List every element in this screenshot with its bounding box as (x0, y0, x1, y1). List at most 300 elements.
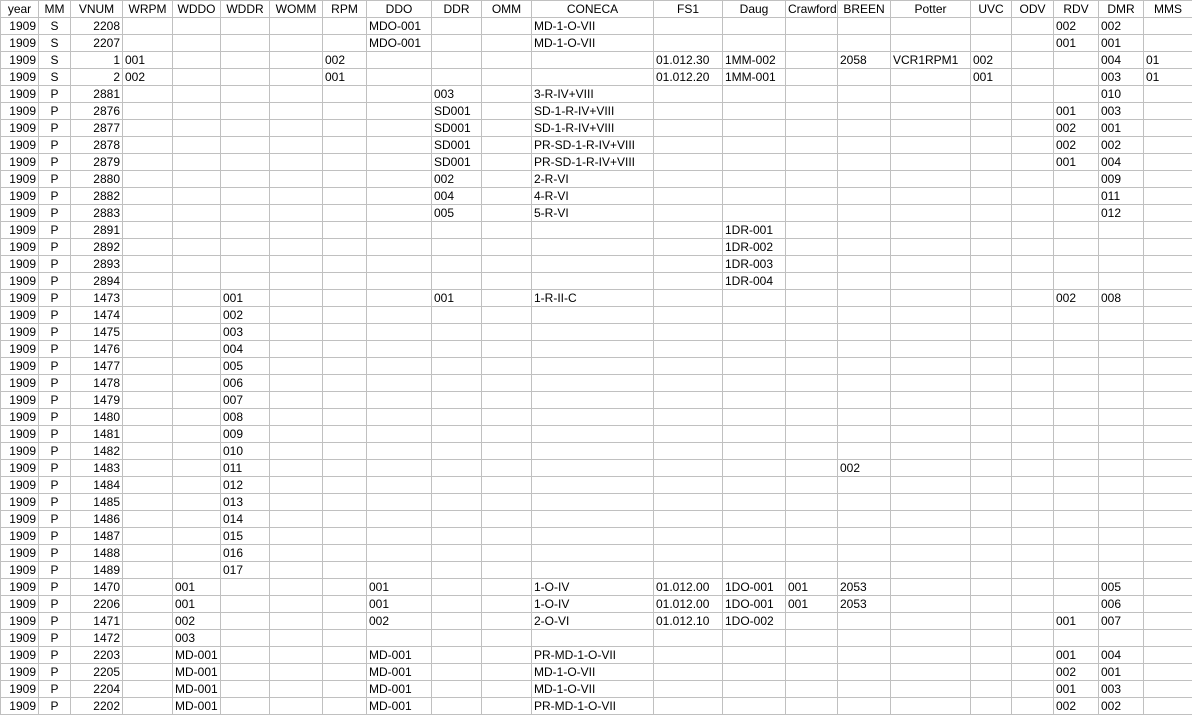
cell-coneca[interactable] (532, 375, 654, 392)
cell-year[interactable]: 1909 (1, 239, 39, 256)
cell-daug[interactable]: 1DR-003 (723, 256, 786, 273)
cell-uvc[interactable] (971, 137, 1012, 154)
cell-daug[interactable] (723, 630, 786, 647)
cell-fs1[interactable] (654, 256, 723, 273)
cell-vnum[interactable]: 2 (71, 69, 123, 86)
cell-breen[interactable] (838, 528, 891, 545)
cell-fs1[interactable] (654, 137, 723, 154)
cell-wrpm[interactable] (123, 290, 173, 307)
cell-rdv[interactable]: 001 (1054, 681, 1099, 698)
column-header-coneca[interactable]: CONECA (532, 1, 654, 18)
cell-fs1[interactable] (654, 341, 723, 358)
cell-fs1[interactable] (654, 528, 723, 545)
cell-womm[interactable] (270, 443, 323, 460)
cell-breen[interactable]: 2058 (838, 52, 891, 69)
cell-potter[interactable] (891, 375, 971, 392)
cell-potter[interactable] (891, 137, 971, 154)
cell-potter[interactable] (891, 562, 971, 579)
cell-mms[interactable] (1144, 103, 1192, 120)
cell-womm[interactable] (270, 86, 323, 103)
cell-uvc[interactable] (971, 426, 1012, 443)
cell-wddr[interactable]: 005 (221, 358, 270, 375)
cell-daug[interactable] (723, 681, 786, 698)
cell-year[interactable]: 1909 (1, 545, 39, 562)
cell-potter[interactable] (891, 596, 971, 613)
cell-wddr[interactable]: 009 (221, 426, 270, 443)
cell-dmr[interactable]: 008 (1099, 290, 1144, 307)
cell-vnum[interactable]: 2880 (71, 171, 123, 188)
cell-omm[interactable] (482, 358, 532, 375)
cell-vnum[interactable]: 2891 (71, 222, 123, 239)
cell-breen[interactable]: 2053 (838, 579, 891, 596)
cell-rpm[interactable] (323, 630, 367, 647)
cell-omm[interactable] (482, 222, 532, 239)
cell-year[interactable]: 1909 (1, 188, 39, 205)
cell-crawford[interactable] (786, 273, 838, 290)
cell-ddo[interactable]: MD-001 (367, 664, 432, 681)
cell-omm[interactable] (482, 562, 532, 579)
cell-crawford[interactable] (786, 681, 838, 698)
cell-wddr[interactable] (221, 171, 270, 188)
cell-ddr[interactable]: SD001 (432, 103, 482, 120)
cell-dmr[interactable]: 003 (1099, 103, 1144, 120)
cell-breen[interactable] (838, 307, 891, 324)
cell-year[interactable]: 1909 (1, 307, 39, 324)
cell-potter[interactable] (891, 222, 971, 239)
cell-wddr[interactable] (221, 698, 270, 715)
cell-wddr[interactable]: 004 (221, 341, 270, 358)
cell-ddo[interactable] (367, 562, 432, 579)
cell-breen[interactable] (838, 18, 891, 35)
cell-mm[interactable]: P (39, 103, 71, 120)
cell-ddo[interactable] (367, 460, 432, 477)
cell-rdv[interactable] (1054, 596, 1099, 613)
cell-rpm[interactable] (323, 392, 367, 409)
cell-dmr[interactable] (1099, 477, 1144, 494)
cell-vnum[interactable]: 1475 (71, 324, 123, 341)
cell-rdv[interactable] (1054, 358, 1099, 375)
column-header-wddr[interactable]: WDDR (221, 1, 270, 18)
cell-wddo[interactable] (173, 409, 221, 426)
cell-vnum[interactable]: 2207 (71, 35, 123, 52)
cell-odv[interactable] (1012, 69, 1054, 86)
cell-dmr[interactable] (1099, 630, 1144, 647)
cell-breen[interactable] (838, 120, 891, 137)
cell-year[interactable]: 1909 (1, 630, 39, 647)
cell-ddo[interactable] (367, 409, 432, 426)
cell-wddo[interactable] (173, 86, 221, 103)
cell-rpm[interactable] (323, 375, 367, 392)
cell-daug[interactable] (723, 443, 786, 460)
cell-uvc[interactable] (971, 392, 1012, 409)
cell-potter[interactable] (891, 511, 971, 528)
cell-coneca[interactable]: SD-1-R-IV+VIII (532, 120, 654, 137)
cell-odv[interactable] (1012, 103, 1054, 120)
cell-ddr[interactable] (432, 647, 482, 664)
column-header-daug[interactable]: Daug (723, 1, 786, 18)
cell-wddr[interactable] (221, 52, 270, 69)
cell-crawford[interactable] (786, 86, 838, 103)
cell-mm[interactable]: P (39, 613, 71, 630)
cell-rpm[interactable] (323, 664, 367, 681)
cell-rpm[interactable] (323, 188, 367, 205)
cell-mms[interactable] (1144, 290, 1192, 307)
cell-wddo[interactable]: 001 (173, 579, 221, 596)
cell-mm[interactable]: P (39, 698, 71, 715)
cell-wddr[interactable]: 014 (221, 511, 270, 528)
cell-fs1[interactable] (654, 698, 723, 715)
cell-wrpm[interactable] (123, 188, 173, 205)
cell-daug[interactable] (723, 528, 786, 545)
cell-dmr[interactable] (1099, 426, 1144, 443)
cell-uvc[interactable] (971, 545, 1012, 562)
cell-vnum[interactable]: 2894 (71, 273, 123, 290)
cell-coneca[interactable]: SD-1-R-IV+VIII (532, 103, 654, 120)
cell-year[interactable]: 1909 (1, 120, 39, 137)
cell-potter[interactable] (891, 188, 971, 205)
cell-daug[interactable] (723, 698, 786, 715)
cell-vnum[interactable]: 2892 (71, 239, 123, 256)
cell-uvc[interactable] (971, 494, 1012, 511)
cell-ddo[interactable] (367, 443, 432, 460)
cell-daug[interactable] (723, 460, 786, 477)
cell-rpm[interactable] (323, 477, 367, 494)
cell-wrpm[interactable] (123, 341, 173, 358)
cell-ddr[interactable] (432, 664, 482, 681)
cell-year[interactable]: 1909 (1, 222, 39, 239)
cell-mms[interactable] (1144, 579, 1192, 596)
cell-wddo[interactable] (173, 205, 221, 222)
cell-potter[interactable] (891, 205, 971, 222)
cell-omm[interactable] (482, 596, 532, 613)
cell-wddr[interactable]: 007 (221, 392, 270, 409)
cell-vnum[interactable]: 2208 (71, 18, 123, 35)
cell-odv[interactable] (1012, 409, 1054, 426)
cell-potter[interactable] (891, 273, 971, 290)
cell-wrpm[interactable] (123, 409, 173, 426)
cell-wddr[interactable] (221, 137, 270, 154)
cell-mm[interactable]: P (39, 409, 71, 426)
cell-ddr[interactable] (432, 426, 482, 443)
cell-omm[interactable] (482, 477, 532, 494)
cell-fs1[interactable] (654, 375, 723, 392)
cell-daug[interactable] (723, 375, 786, 392)
cell-mms[interactable] (1144, 324, 1192, 341)
cell-breen[interactable]: 2053 (838, 596, 891, 613)
cell-omm[interactable] (482, 239, 532, 256)
cell-mms[interactable] (1144, 188, 1192, 205)
cell-womm[interactable] (270, 409, 323, 426)
cell-crawford[interactable] (786, 341, 838, 358)
cell-wddo[interactable] (173, 392, 221, 409)
cell-ddo[interactable] (367, 137, 432, 154)
cell-odv[interactable] (1012, 511, 1054, 528)
cell-rpm[interactable] (323, 35, 367, 52)
cell-mms[interactable] (1144, 681, 1192, 698)
cell-odv[interactable] (1012, 222, 1054, 239)
cell-omm[interactable] (482, 35, 532, 52)
cell-ddr[interactable] (432, 630, 482, 647)
cell-year[interactable]: 1909 (1, 52, 39, 69)
cell-wrpm[interactable] (123, 35, 173, 52)
cell-rpm[interactable] (323, 307, 367, 324)
cell-fs1[interactable]: 01.012.20 (654, 69, 723, 86)
cell-crawford[interactable] (786, 120, 838, 137)
cell-ddr[interactable]: SD001 (432, 154, 482, 171)
cell-year[interactable]: 1909 (1, 426, 39, 443)
cell-rdv[interactable] (1054, 511, 1099, 528)
cell-crawford[interactable] (786, 494, 838, 511)
cell-mms[interactable] (1144, 426, 1192, 443)
cell-mms[interactable]: 01 (1144, 69, 1192, 86)
cell-mms[interactable] (1144, 494, 1192, 511)
column-header-breen[interactable]: BREEN (838, 1, 891, 18)
cell-uvc[interactable] (971, 630, 1012, 647)
cell-rpm[interactable] (323, 273, 367, 290)
cell-omm[interactable] (482, 630, 532, 647)
cell-coneca[interactable] (532, 222, 654, 239)
cell-odv[interactable] (1012, 341, 1054, 358)
cell-rpm[interactable] (323, 460, 367, 477)
cell-mm[interactable]: P (39, 358, 71, 375)
cell-crawford[interactable] (786, 69, 838, 86)
cell-potter[interactable] (891, 443, 971, 460)
cell-omm[interactable] (482, 647, 532, 664)
cell-wddr[interactable] (221, 664, 270, 681)
cell-rdv[interactable] (1054, 375, 1099, 392)
cell-womm[interactable] (270, 596, 323, 613)
cell-wrpm[interactable] (123, 528, 173, 545)
cell-potter[interactable] (891, 103, 971, 120)
cell-omm[interactable] (482, 341, 532, 358)
cell-ddr[interactable] (432, 460, 482, 477)
cell-daug[interactable] (723, 511, 786, 528)
cell-fs1[interactable] (654, 664, 723, 681)
cell-uvc[interactable] (971, 154, 1012, 171)
cell-breen[interactable] (838, 35, 891, 52)
cell-rpm[interactable] (323, 443, 367, 460)
cell-dmr[interactable]: 011 (1099, 188, 1144, 205)
cell-odv[interactable] (1012, 86, 1054, 103)
cell-vnum[interactable]: 2877 (71, 120, 123, 137)
cell-dmr[interactable]: 004 (1099, 647, 1144, 664)
cell-rpm[interactable] (323, 409, 367, 426)
cell-daug[interactable] (723, 120, 786, 137)
cell-breen[interactable] (838, 443, 891, 460)
cell-rdv[interactable]: 002 (1054, 290, 1099, 307)
cell-coneca[interactable] (532, 324, 654, 341)
cell-crawford[interactable] (786, 256, 838, 273)
cell-womm[interactable] (270, 222, 323, 239)
cell-rdv[interactable] (1054, 239, 1099, 256)
column-header-uvc[interactable]: UVC (971, 1, 1012, 18)
cell-mm[interactable]: P (39, 188, 71, 205)
cell-mm[interactable]: P (39, 681, 71, 698)
cell-ddo[interactable] (367, 154, 432, 171)
cell-breen[interactable] (838, 103, 891, 120)
cell-uvc[interactable] (971, 120, 1012, 137)
cell-womm[interactable] (270, 154, 323, 171)
cell-breen[interactable] (838, 256, 891, 273)
cell-ddo[interactable]: MD-001 (367, 698, 432, 715)
cell-potter[interactable] (891, 664, 971, 681)
cell-dmr[interactable]: 002 (1099, 18, 1144, 35)
cell-dmr[interactable]: 005 (1099, 579, 1144, 596)
cell-uvc[interactable] (971, 579, 1012, 596)
cell-mms[interactable] (1144, 222, 1192, 239)
cell-fs1[interactable]: 01.012.00 (654, 596, 723, 613)
cell-rpm[interactable] (323, 137, 367, 154)
cell-wrpm[interactable] (123, 239, 173, 256)
cell-breen[interactable] (838, 171, 891, 188)
cell-ddo[interactable] (367, 52, 432, 69)
column-header-dmr[interactable]: DMR (1099, 1, 1144, 18)
cell-mm[interactable]: P (39, 528, 71, 545)
cell-year[interactable]: 1909 (1, 171, 39, 188)
cell-uvc[interactable] (971, 698, 1012, 715)
cell-mms[interactable] (1144, 35, 1192, 52)
cell-year[interactable]: 1909 (1, 290, 39, 307)
cell-wrpm[interactable] (123, 426, 173, 443)
cell-wddr[interactable] (221, 69, 270, 86)
cell-mm[interactable]: P (39, 290, 71, 307)
cell-ddr[interactable] (432, 69, 482, 86)
cell-rpm[interactable] (323, 18, 367, 35)
cell-daug[interactable] (723, 562, 786, 579)
cell-odv[interactable] (1012, 273, 1054, 290)
cell-potter[interactable] (891, 494, 971, 511)
cell-mm[interactable]: P (39, 120, 71, 137)
cell-fs1[interactable] (654, 358, 723, 375)
cell-fs1[interactable] (654, 324, 723, 341)
cell-mm[interactable]: P (39, 205, 71, 222)
cell-breen[interactable] (838, 358, 891, 375)
cell-uvc[interactable] (971, 188, 1012, 205)
cell-coneca[interactable] (532, 239, 654, 256)
cell-wrpm[interactable] (123, 205, 173, 222)
cell-mm[interactable]: P (39, 562, 71, 579)
cell-odv[interactable] (1012, 477, 1054, 494)
cell-vnum[interactable]: 2878 (71, 137, 123, 154)
cell-odv[interactable] (1012, 545, 1054, 562)
cell-wrpm[interactable] (123, 256, 173, 273)
cell-wrpm[interactable] (123, 154, 173, 171)
cell-uvc[interactable] (971, 341, 1012, 358)
cell-mm[interactable]: P (39, 171, 71, 188)
cell-fs1[interactable] (654, 222, 723, 239)
cell-ddr[interactable]: 004 (432, 188, 482, 205)
cell-odv[interactable] (1012, 426, 1054, 443)
cell-womm[interactable] (270, 392, 323, 409)
cell-breen[interactable] (838, 188, 891, 205)
cell-ddr[interactable] (432, 579, 482, 596)
cell-coneca[interactable] (532, 511, 654, 528)
cell-rdv[interactable] (1054, 171, 1099, 188)
cell-odv[interactable] (1012, 307, 1054, 324)
cell-fs1[interactable] (654, 477, 723, 494)
cell-mm[interactable]: P (39, 511, 71, 528)
cell-uvc[interactable] (971, 528, 1012, 545)
cell-dmr[interactable] (1099, 545, 1144, 562)
cell-breen[interactable] (838, 511, 891, 528)
cell-wrpm[interactable] (123, 120, 173, 137)
cell-omm[interactable] (482, 256, 532, 273)
cell-odv[interactable] (1012, 239, 1054, 256)
cell-wrpm[interactable] (123, 647, 173, 664)
cell-wrpm[interactable] (123, 171, 173, 188)
cell-daug[interactable] (723, 35, 786, 52)
cell-wddo[interactable] (173, 52, 221, 69)
cell-crawford[interactable] (786, 647, 838, 664)
cell-ddr[interactable] (432, 307, 482, 324)
cell-wrpm[interactable] (123, 630, 173, 647)
cell-ddo[interactable] (367, 273, 432, 290)
cell-mms[interactable] (1144, 698, 1192, 715)
cell-ddo[interactable] (367, 392, 432, 409)
cell-year[interactable]: 1909 (1, 375, 39, 392)
cell-rpm[interactable] (323, 256, 367, 273)
cell-year[interactable]: 1909 (1, 205, 39, 222)
cell-rdv[interactable] (1054, 324, 1099, 341)
cell-ddr[interactable] (432, 528, 482, 545)
cell-odv[interactable] (1012, 137, 1054, 154)
cell-year[interactable]: 1909 (1, 681, 39, 698)
cell-dmr[interactable]: 010 (1099, 86, 1144, 103)
cell-coneca[interactable] (532, 358, 654, 375)
cell-wrpm[interactable] (123, 698, 173, 715)
cell-year[interactable]: 1909 (1, 35, 39, 52)
cell-ddo[interactable] (367, 222, 432, 239)
cell-odv[interactable] (1012, 613, 1054, 630)
cell-ddo[interactable] (367, 511, 432, 528)
cell-wddr[interactable] (221, 154, 270, 171)
cell-womm[interactable] (270, 613, 323, 630)
cell-ddo[interactable] (367, 69, 432, 86)
cell-vnum[interactable]: 1 (71, 52, 123, 69)
cell-year[interactable]: 1909 (1, 698, 39, 715)
cell-wddr[interactable] (221, 273, 270, 290)
cell-odv[interactable] (1012, 528, 1054, 545)
cell-ddo[interactable] (367, 426, 432, 443)
cell-womm[interactable] (270, 579, 323, 596)
cell-year[interactable]: 1909 (1, 103, 39, 120)
cell-rdv[interactable] (1054, 188, 1099, 205)
cell-potter[interactable] (891, 239, 971, 256)
cell-wrpm[interactable] (123, 664, 173, 681)
cell-ddr[interactable] (432, 341, 482, 358)
cell-potter[interactable] (891, 460, 971, 477)
cell-potter[interactable] (891, 18, 971, 35)
cell-uvc[interactable] (971, 256, 1012, 273)
cell-ddo[interactable] (367, 341, 432, 358)
cell-ddo[interactable] (367, 358, 432, 375)
cell-year[interactable]: 1909 (1, 86, 39, 103)
cell-crawford[interactable] (786, 239, 838, 256)
cell-ddo[interactable]: 001 (367, 579, 432, 596)
cell-rpm[interactable] (323, 171, 367, 188)
cell-potter[interactable] (891, 154, 971, 171)
cell-mms[interactable] (1144, 239, 1192, 256)
cell-dmr[interactable] (1099, 375, 1144, 392)
column-header-fs1[interactable]: FS1 (654, 1, 723, 18)
cell-ddo[interactable]: 002 (367, 613, 432, 630)
cell-coneca[interactable] (532, 52, 654, 69)
cell-potter[interactable] (891, 698, 971, 715)
cell-rdv[interactable] (1054, 545, 1099, 562)
cell-potter[interactable] (891, 392, 971, 409)
cell-ddr[interactable] (432, 613, 482, 630)
cell-womm[interactable] (270, 239, 323, 256)
